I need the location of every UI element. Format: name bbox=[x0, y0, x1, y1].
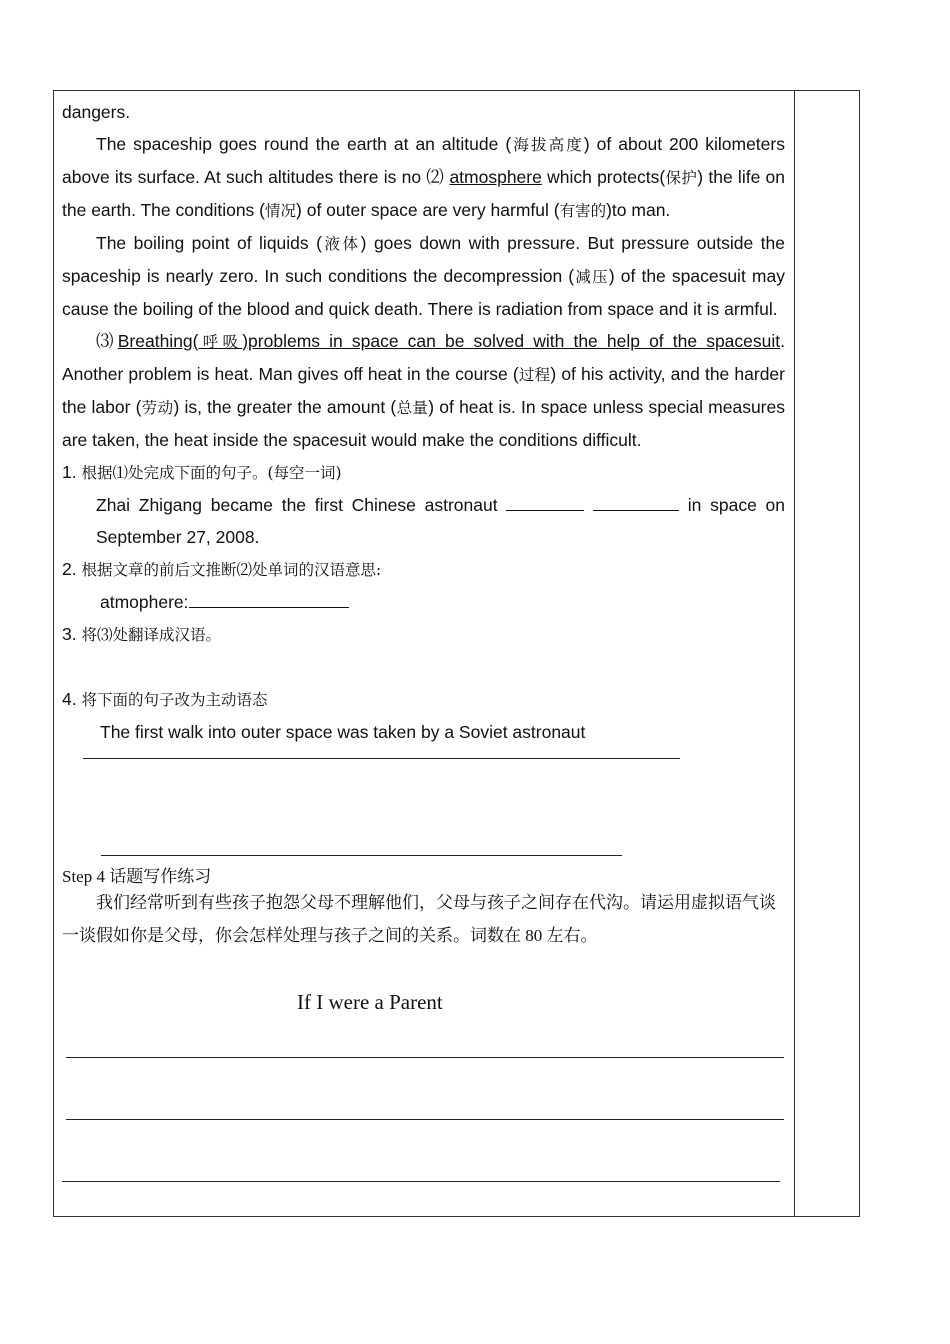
term-atmosphere: atmosphere bbox=[449, 167, 542, 187]
writing-line-2[interactable] bbox=[66, 1119, 784, 1120]
question-3: 3. 将⑶处翻译成汉语。 bbox=[62, 624, 221, 644]
question-1: 1. 根据⑴处完成下面的句子。(每空一词) bbox=[62, 462, 342, 482]
underlined-sentence: Breathing(呼吸)problems in space can be solved with the help of the spacesuit bbox=[117, 331, 781, 351]
essay-title: If I were a Parent bbox=[297, 990, 443, 1014]
passage-para-1: The spaceship goes round the earth at an altitude (海拔高度) of about 200 kilometers above its surface. At such altitudes there is no ⑵ atmosphere which protects(保护) the life on the earth. The conditions (情况) of outer space are very harmful (有害的)to man. bbox=[62, 134, 786, 220]
q3-answer-line[interactable] bbox=[83, 758, 680, 759]
writing-line-1[interactable] bbox=[66, 1057, 784, 1058]
reading-passage bbox=[62, 96, 785, 748]
table-column-divider bbox=[794, 90, 795, 1217]
marker-3: ⑶ bbox=[96, 331, 118, 351]
question-2-answer: atmophere: bbox=[62, 586, 785, 618]
q1-blank-1[interactable] bbox=[506, 490, 584, 511]
step-4-heading: Step 4 话题写作练习 bbox=[62, 867, 212, 886]
question-3-answer-area bbox=[62, 651, 785, 683]
writing-line-3[interactable] bbox=[62, 1181, 780, 1182]
writing-prompt: 我们经常听到有些孩子抱怨父母不理解他们，父母与孩子之间存在代沟。请运用虚拟语气谈一谈假如你是父母，你会怎样处理与孩子之间的关系。词数在 80 左右。 bbox=[62, 893, 776, 945]
question-4: 4. 将下面的句子改为主动语态 bbox=[62, 689, 268, 709]
question-4-sentence: The first walk into outer space was taken by a Soviet astronaut bbox=[100, 722, 586, 742]
question-2: 2. 根据文章的前后文推断⑵处单词的汉语意思: bbox=[62, 559, 382, 579]
passage-para-3: ⑶Breathing(呼吸)problems in space can be solved with the help of the spacesuit. Another problem is heat. Man gives off heat in the course (过程) of his activity, and the harder the labor (劳动) is, the greater the amount (总量) of heat is. In space unless special measures are taken, the heat inside the spacesuit would make the conditions difficult. bbox=[62, 331, 786, 450]
q1-blank-2[interactable] bbox=[593, 490, 679, 511]
q4-answer-line[interactable] bbox=[101, 855, 622, 856]
q2-blank[interactable] bbox=[189, 587, 349, 608]
passage-para-2: The boiling point of liquids (液体) goes down with pressure. But pressure outside the spaceship is nearly zero. In such conditions the decompression (减压) of the spacesuit may cause the boiling of the blood and quick death. There is radiation from space and it is armful. bbox=[62, 233, 785, 319]
question-1-sentence: Zhai Zhigang became the first Chinese astronaut in space on September 27, 2008. bbox=[62, 489, 785, 553]
marker-2: ⑵ bbox=[426, 167, 445, 187]
passage-para-0: dangers. bbox=[62, 102, 131, 122]
